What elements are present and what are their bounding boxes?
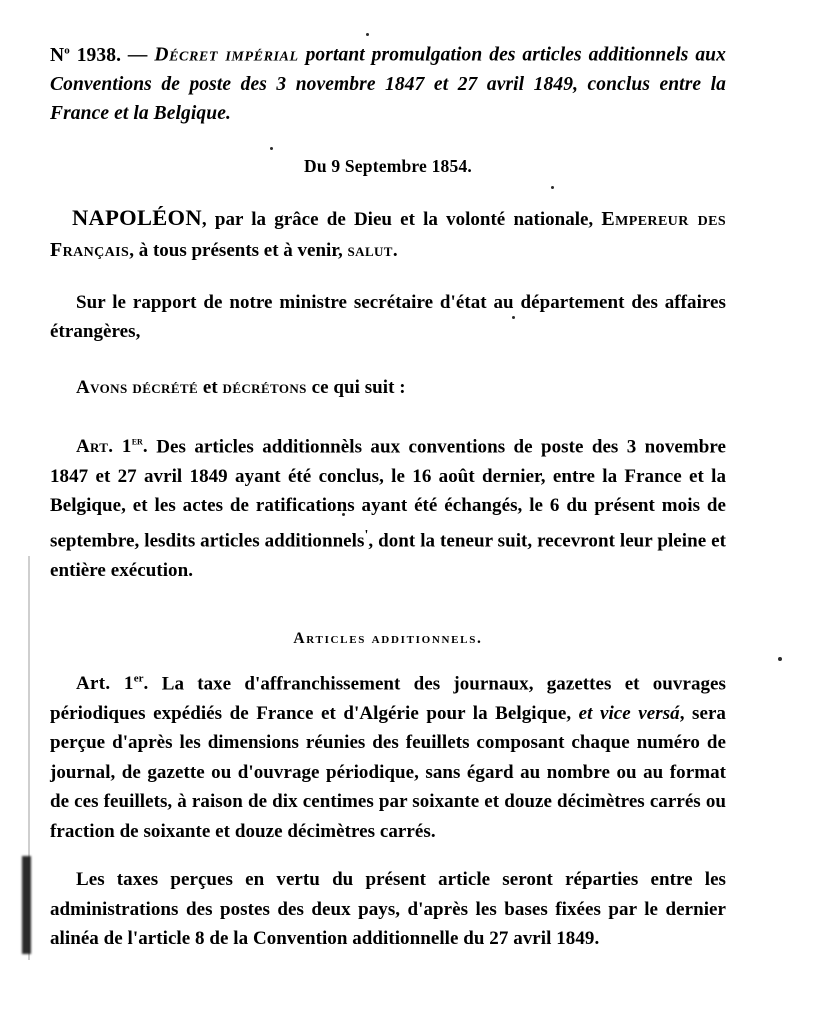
sovereign-name: NAPOLÉON (72, 204, 202, 230)
salutation-block: NAPOLÉON, par la grâce de Dieu et la volonté nationale, Empereur des Français, à tous présents et à venir, salut. (50, 204, 726, 261)
article-one-label: Art. 1er. (76, 436, 148, 458)
enacting-avons: Avons (76, 376, 128, 398)
act-type: Décret impérial (154, 44, 299, 66)
headline-body: portant promulgation des articles additionnels aux Conventions de poste des 3 novembre 1847 et 27 avril 1849, conclus entre la France et la Belgique. (50, 44, 726, 124)
ordinal-indicator: o (64, 44, 70, 56)
closing-paragraph: Les taxes perçues en vertu du présent article seront réparties entre les administrations des postes des deux pays, d'après les bases fixées par le dernier alinéa de l'article 8 de la Convention additionnelle du 27 avril 1849. (50, 869, 726, 950)
enacting-clause: Avons décrété et décrétons ce qui suit : (76, 376, 406, 398)
ordinal-suffix: er (133, 673, 144, 686)
scan-speck (778, 657, 782, 661)
additional-article-one-paragraph (50, 649, 726, 846)
salutation-line1: , par la grâce de Dieu et la volonté nationale, (201, 208, 594, 230)
additional-article-text-b: , sera perçue d'après les dimensions réunies des feuillets composant chaque numéro de journal, de gazette ou d'ouvrage périodique, sans égard au nombre ou au format de ces feuillets, à raison de dix centimes par soixante et douze décimètres carrés ou fraction de soixante et douze décimètres carrés. (50, 702, 726, 842)
salutation-line2: , à tous présents et à venir, (129, 239, 348, 261)
latin-phrase: et vice versá (578, 702, 680, 724)
dateline: Du 9 Septembre 1854. (304, 155, 472, 176)
document-headline (50, 0, 726, 128)
article-one-paragraph (50, 402, 726, 585)
additional-article-text-a: La taxe d'affranchissement des journaux, gazettes et ouvrages périodiques expédiés de France et d'Algérie pour la Belgique, (50, 673, 726, 724)
footnote-marker: ' (364, 527, 369, 543)
decree-number: $N^o$ 1938. (50, 44, 122, 66)
section-heading: Articles additionnels. (293, 630, 483, 648)
article-one-text-b: , dont la teneur suit, recevront leur pleine et entière exécution. (50, 530, 726, 581)
greeting-word: salut (347, 239, 393, 260)
preamble-report-paragraph: Sur le rapport de notre ministre secrétaire d'état au département des affaires étrangères, (50, 291, 726, 342)
additional-article-one-label: Art. 1er. (76, 673, 149, 695)
enacting-decretons: décrétons (222, 376, 307, 398)
ordinal-suffix: er (131, 436, 143, 448)
article-one-text-a: Des articles additionnèls aux conventions de poste des 3 novembre 1847 et 27 avril 1849 ayant été conclus, le 16 août dernier, entre la France et la Belgique, et les actes de ratifications ayant été échangés, le 6 du présent mois de septembre, lesdits articles additionnels (50, 436, 726, 552)
sovereign-title: Empereur des Français (50, 207, 726, 261)
em-dash: — (127, 44, 148, 66)
text-column (50, 0, 726, 954)
scan-edge-smudge-artifact (22, 856, 31, 954)
enacting-decrete: décrété (132, 376, 199, 398)
